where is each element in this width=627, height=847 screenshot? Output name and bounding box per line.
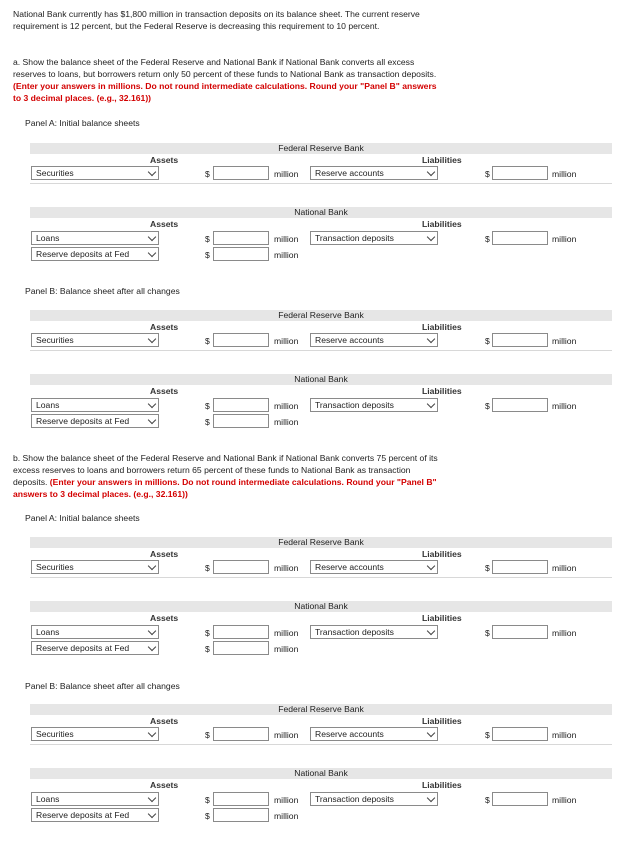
liabilities-header: Liabilities: [422, 322, 462, 332]
reserve-accounts-select[interactable]: [310, 560, 438, 574]
chevron-down-icon: [427, 562, 435, 570]
liabilities-header: Liabilities: [422, 219, 462, 229]
chevron-down-icon: [427, 168, 435, 176]
securities-amount-input[interactable]: [213, 560, 269, 574]
dollar-sign: $: [205, 795, 210, 805]
million-label: million: [552, 336, 577, 346]
million-label: million: [552, 730, 577, 740]
fed-header: Federal Reserve Bank: [30, 310, 612, 321]
assets-header: Assets: [150, 780, 179, 790]
chevron-down-icon: [427, 335, 435, 343]
part-a-question: a. Show the balance sheet of the Federal Reserve and National Bank if National Bank converts all excess reserves to loans, but borrowers return only 50 percent of these funds to National Bank as transaction deposits.: [13, 57, 437, 79]
part-b-panel-a-label: Panel A: Initial balance sheets: [25, 513, 140, 523]
divider: [30, 744, 612, 745]
transaction-deposits-amount-input[interactable]: [492, 231, 548, 245]
part-b-text: [13, 452, 438, 500]
loans-select-value: Loans: [36, 400, 60, 410]
national-bank-header: National Bank: [30, 768, 612, 779]
assets-header: Assets: [150, 613, 179, 623]
chevron-down-icon: [427, 729, 435, 737]
part-b-panel-b-label: Panel B: Balance sheet after all changes: [25, 681, 180, 691]
million-label: million: [552, 401, 577, 411]
divider: [30, 350, 612, 351]
million-label: million: [274, 563, 299, 573]
part-a-panel-a-label: Panel A: Initial balance sheets: [25, 118, 140, 128]
securities-select-value: Securities: [36, 168, 74, 178]
loans-select[interactable]: [31, 792, 159, 806]
reserve-accounts-amount-input[interactable]: [492, 727, 548, 741]
transaction-deposits-select-value: Transaction deposits: [315, 794, 394, 804]
assets-header: Assets: [150, 386, 179, 396]
million-label: million: [274, 336, 299, 346]
securities-amount-input[interactable]: [213, 333, 269, 347]
securities-select[interactable]: [31, 166, 159, 180]
chevron-down-icon: [148, 562, 156, 570]
part-a-instruction: (Enter your answers in millions. Do not round intermediate calculations. Round your "Panel B" answers to 3 decimal places. (e.g., 32.161)): [13, 81, 437, 103]
liabilities-header: Liabilities: [422, 716, 462, 726]
part-a-text: [13, 56, 438, 104]
dollar-sign: $: [205, 417, 210, 427]
dollar-sign: $: [485, 234, 490, 244]
million-label: million: [274, 795, 299, 805]
dollar-sign: $: [485, 730, 490, 740]
reserve-accounts-amount-input[interactable]: [492, 560, 548, 574]
securities-select-value: Securities: [36, 562, 74, 572]
divider: [30, 577, 612, 578]
dollar-sign: $: [485, 563, 490, 573]
dollar-sign: $: [485, 336, 490, 346]
assets-header: Assets: [150, 549, 179, 559]
chevron-down-icon: [148, 249, 156, 257]
reserve-deposits-select-value: Reserve deposits at Fed: [36, 249, 130, 259]
reserve-accounts-select-value: Reserve accounts: [315, 729, 384, 739]
dollar-sign: $: [205, 563, 210, 573]
securities-select[interactable]: [31, 333, 159, 347]
liabilities-header: Liabilities: [422, 386, 462, 396]
part-a-panel-b-label: Panel B: Balance sheet after all changes: [25, 286, 180, 296]
reserve-deposits-select-value: Reserve deposits at Fed: [36, 643, 130, 653]
transaction-deposits-select-value: Transaction deposits: [315, 400, 394, 410]
million-label: million: [552, 628, 577, 638]
loans-amount-input[interactable]: [213, 625, 269, 639]
loans-amount-input[interactable]: [213, 231, 269, 245]
national-bank-header: National Bank: [30, 207, 612, 218]
intro-text-body: National Bank currently has $1,800 million in transaction deposits on its balance sheet. The current reserve requirement is 12 percent, but the Federal Reserve is decreasing this requirement to 10 percent.: [13, 9, 420, 31]
reserve-deposits-amount-input[interactable]: [213, 808, 269, 822]
assets-header: Assets: [150, 322, 179, 332]
million-label: million: [552, 563, 577, 573]
intro-text: [13, 8, 438, 32]
reserve-deposits-select[interactable]: [31, 808, 159, 822]
reserve-deposits-amount-input[interactable]: [213, 247, 269, 261]
part-b-instruction: (Enter your answers in millions. Do not round intermediate calculations. Round your "Panel B" answers to 3 decimal places. (e.g., 32.161)): [13, 477, 437, 499]
divider: [30, 183, 612, 184]
chevron-down-icon: [148, 729, 156, 737]
securities-amount-input[interactable]: [213, 166, 269, 180]
chevron-down-icon: [148, 643, 156, 651]
million-label: million: [552, 169, 577, 179]
loans-select-value: Loans: [36, 794, 60, 804]
securities-select[interactable]: [31, 560, 159, 574]
million-label: million: [274, 401, 299, 411]
chevron-down-icon: [148, 335, 156, 343]
chevron-down-icon: [148, 400, 156, 408]
liabilities-header: Liabilities: [422, 549, 462, 559]
part-b-question: b. Show the balance sheet of the Federal Reserve and National Bank if National Bank converts 75 percent of its excess reserves to loans and borrowers return 65 percent of these funds to National Bank as transaction deposits.: [13, 453, 438, 487]
chevron-down-icon: [148, 416, 156, 424]
transaction-deposits-amount-input[interactable]: [492, 625, 548, 639]
reserve-deposits-amount-input[interactable]: [213, 641, 269, 655]
million-label: million: [552, 795, 577, 805]
dollar-sign: $: [485, 401, 490, 411]
million-label: million: [274, 234, 299, 244]
reserve-accounts-select[interactable]: [310, 727, 438, 741]
dollar-sign: $: [205, 336, 210, 346]
million-label: million: [274, 730, 299, 740]
dollar-sign: $: [205, 169, 210, 179]
national-bank-header: National Bank: [30, 601, 612, 612]
chevron-down-icon: [427, 233, 435, 241]
million-label: million: [274, 644, 299, 654]
transaction-deposits-select-value: Transaction deposits: [315, 627, 394, 637]
securities-select[interactable]: [31, 727, 159, 741]
loans-select[interactable]: [31, 231, 159, 245]
chevron-down-icon: [148, 810, 156, 818]
fed-header: Federal Reserve Bank: [30, 143, 612, 154]
million-label: million: [274, 417, 299, 427]
chevron-down-icon: [148, 794, 156, 802]
dollar-sign: $: [205, 811, 210, 821]
dollar-sign: $: [205, 401, 210, 411]
national-bank-header: National Bank: [30, 374, 612, 385]
dollar-sign: $: [205, 250, 210, 260]
dollar-sign: $: [485, 628, 490, 638]
liabilities-header: Liabilities: [422, 780, 462, 790]
million-label: million: [552, 234, 577, 244]
million-label: million: [274, 628, 299, 638]
dollar-sign: $: [485, 169, 490, 179]
reserve-accounts-select-value: Reserve accounts: [315, 562, 384, 572]
dollar-sign: $: [205, 730, 210, 740]
transaction-deposits-select[interactable]: [310, 231, 438, 245]
liabilities-header: Liabilities: [422, 155, 462, 165]
assets-header: Assets: [150, 716, 179, 726]
reserve-accounts-amount-input[interactable]: [492, 333, 548, 347]
chevron-down-icon: [148, 627, 156, 635]
reserve-deposits-select-value: Reserve deposits at Fed: [36, 810, 130, 820]
transaction-deposits-amount-input[interactable]: [492, 792, 548, 806]
million-label: million: [274, 169, 299, 179]
chevron-down-icon: [427, 627, 435, 635]
securities-select-value: Securities: [36, 335, 74, 345]
reserve-accounts-select-value: Reserve accounts: [315, 168, 384, 178]
transaction-deposits-select[interactable]: [310, 625, 438, 639]
million-label: million: [274, 250, 299, 260]
reserve-deposits-select[interactable]: [31, 414, 159, 428]
reserve-deposits-select[interactable]: [31, 247, 159, 261]
loans-select-value: Loans: [36, 233, 60, 243]
reserve-accounts-select[interactable]: [310, 166, 438, 180]
reserve-accounts-select-value: Reserve accounts: [315, 335, 384, 345]
reserve-deposits-select-value: Reserve deposits at Fed: [36, 416, 130, 426]
chevron-down-icon: [148, 168, 156, 176]
assets-header: Assets: [150, 155, 179, 165]
chevron-down-icon: [427, 400, 435, 408]
dollar-sign: $: [205, 644, 210, 654]
fed-header: Federal Reserve Bank: [30, 537, 612, 548]
loans-select[interactable]: [31, 398, 159, 412]
transaction-deposits-amount-input[interactable]: [492, 398, 548, 412]
assets-header: Assets: [150, 219, 179, 229]
dollar-sign: $: [485, 795, 490, 805]
transaction-deposits-select[interactable]: [310, 792, 438, 806]
reserve-deposits-amount-input[interactable]: [213, 414, 269, 428]
reserve-accounts-amount-input[interactable]: [492, 166, 548, 180]
loans-select[interactable]: [31, 625, 159, 639]
securities-select-value: Securities: [36, 729, 74, 739]
reserve-deposits-select[interactable]: [31, 641, 159, 655]
transaction-deposits-select[interactable]: [310, 398, 438, 412]
reserve-accounts-select[interactable]: [310, 333, 438, 347]
dollar-sign: $: [205, 628, 210, 638]
dollar-sign: $: [205, 234, 210, 244]
loans-amount-input[interactable]: [213, 792, 269, 806]
million-label: million: [274, 811, 299, 821]
liabilities-header: Liabilities: [422, 613, 462, 623]
loans-select-value: Loans: [36, 627, 60, 637]
transaction-deposits-select-value: Transaction deposits: [315, 233, 394, 243]
chevron-down-icon: [148, 233, 156, 241]
loans-amount-input[interactable]: [213, 398, 269, 412]
chevron-down-icon: [427, 794, 435, 802]
fed-header: Federal Reserve Bank: [30, 704, 612, 715]
securities-amount-input[interactable]: [213, 727, 269, 741]
